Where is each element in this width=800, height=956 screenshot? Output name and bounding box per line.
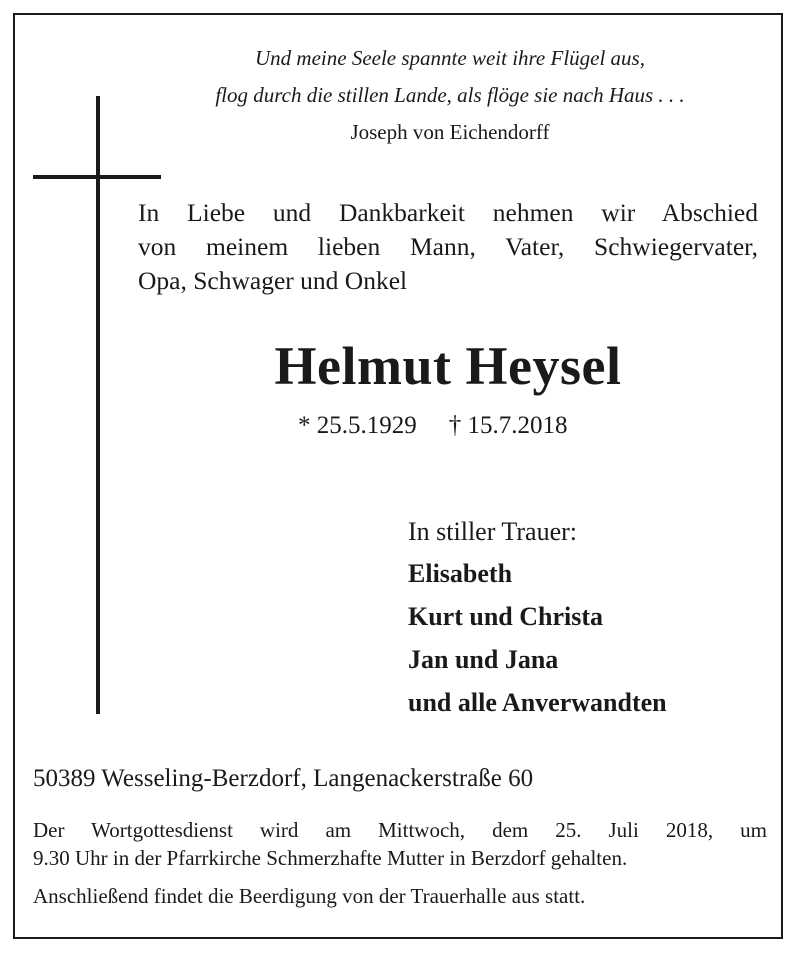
farewell-line: In Liebe und Dankbarkeit nehmen wir Abschied bbox=[138, 198, 758, 227]
address: 50389 Wesseling-Berzdorf, Langenackerstraße 60 bbox=[33, 765, 534, 792]
farewell-line: von meinem lieben Mann, Vater, Schwiegervater, bbox=[138, 232, 758, 261]
quote-line: flog durch die stillen Lande, als flöge sie nach Haus . . . bbox=[215, 83, 685, 107]
poem-quote bbox=[150, 40, 750, 114]
mourner-name: Jan und Jana bbox=[408, 645, 559, 674]
farewell-text bbox=[138, 196, 758, 298]
service-line: 9.30 Uhr in der Pfarrkirche Schmerzhafte Mutter in Berzdorf gehalten. bbox=[33, 846, 628, 870]
cross-icon-bar bbox=[33, 175, 161, 179]
service-line: Der Wortgottesdienst wird am Mittwoch, dem 25. Juli 2018, um bbox=[33, 818, 767, 842]
obituary-frame bbox=[13, 13, 783, 939]
burial-info: Anschließend findet die Beerdigung von der Trauerhalle aus statt. bbox=[33, 884, 586, 908]
life-dates bbox=[298, 412, 568, 440]
death-date: † 15.7.2018 bbox=[448, 412, 568, 439]
quote-line: Und meine Seele spannte weit ihre Flügel aus, bbox=[255, 46, 645, 70]
farewell-line: Opa, Schwager und Onkel bbox=[138, 266, 408, 295]
mourner-name: und alle Anverwandten bbox=[408, 688, 667, 717]
service-info bbox=[33, 816, 767, 872]
quote-author: Joseph von Eichendorff bbox=[350, 120, 550, 144]
cross-icon bbox=[96, 96, 100, 714]
mourner-name: Kurt und Christa bbox=[408, 602, 604, 631]
mourner-name: Elisabeth bbox=[408, 559, 513, 588]
mourners-list bbox=[408, 512, 667, 724]
birth-date: * 25.5.1929 bbox=[298, 412, 417, 439]
deceased-name: Helmut Heysel bbox=[274, 336, 622, 396]
mourners-heading: In stiller Trauer: bbox=[408, 517, 577, 546]
